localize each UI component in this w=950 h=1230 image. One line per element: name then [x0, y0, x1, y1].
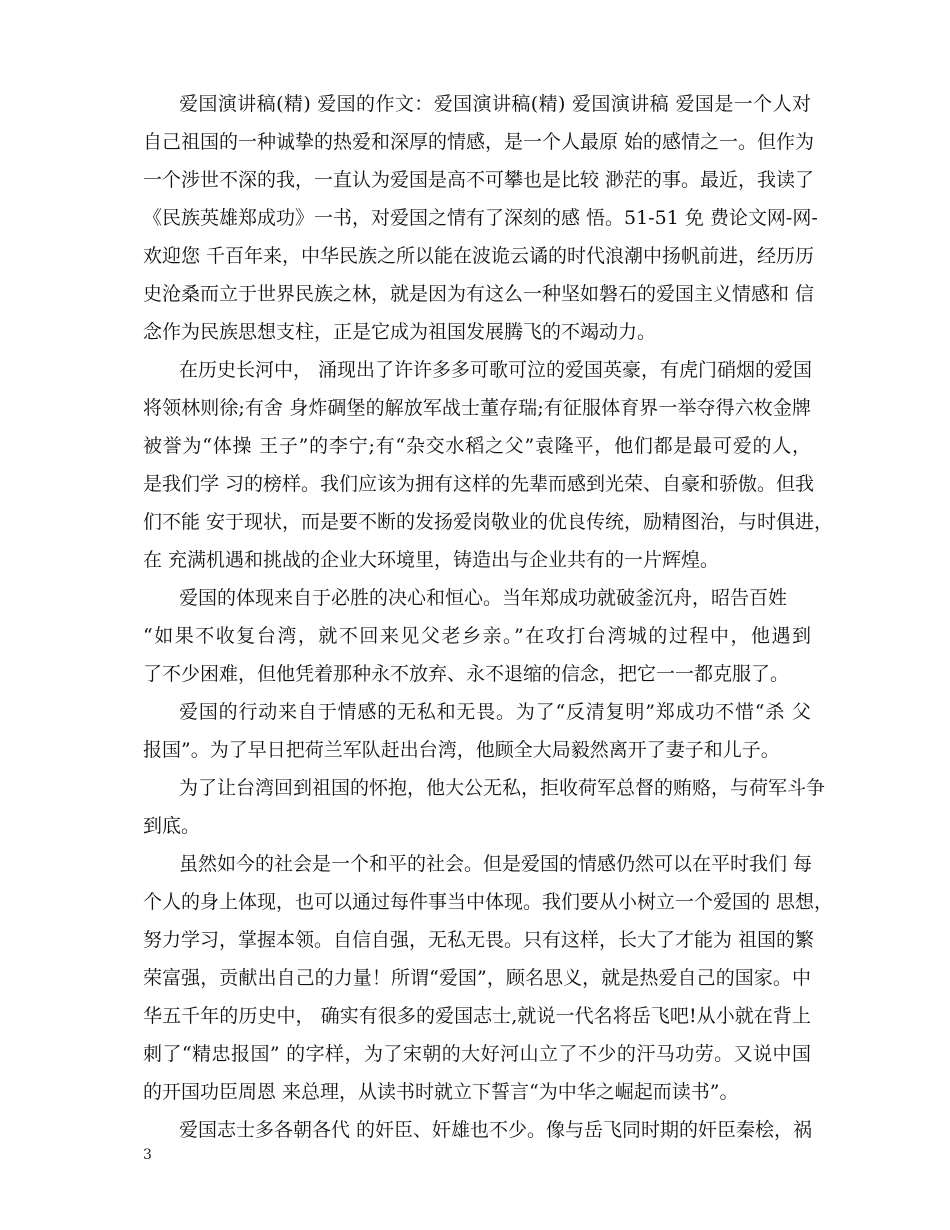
text-line: 报国”。为了早日把荷兰军队赶出台湾，他顾全大局毅然离开了妻子和儿子。 — [143, 739, 780, 761]
text-line: 华五千年的历史中， 确实有很多的爱国志士,就说一代名将岳飞吧!从小就在背上 — [143, 1005, 811, 1027]
text-line: 《民族英雄郑成功》一书，对爱国之情有了深刻的感 悟。51-51 免 费论文网-网- — [143, 207, 818, 229]
body-text — [143, 85, 834, 1149]
text-line: 爱国的体现来自于必胜的决心和恒心。当年郑成功就破釜沉舟，昭告百姓 — [179, 587, 788, 609]
text-line: 将领林则徐;有舍 身炸碉堡的解放军战士董存瑞;有征服体育界一举夺得六枚金牌 — [143, 397, 811, 419]
text-line: 史沧桑而立于世界民族之林，就是因为有这么一种坚如磐石的爱国主义情感和 信 — [143, 283, 815, 305]
text-line: 个人的身上体现，也可以通过每件事当中体现。我们要从小树立一个爱国的 思想， — [143, 891, 834, 913]
text-line: 虽然如今的社会是一个和平的社会。但是爱国的情感仍然可以在平时我们 每 — [179, 853, 813, 875]
text-line: 在历史长河中， 涌现出了许许多多可歌可泣的爱国英豪，有虎门硝烟的爱国 — [179, 359, 813, 381]
text-line: 了不少困难，但他凭着那种永不放弃、永不退缩的信念，把它一一都克服了。 — [143, 663, 790, 685]
text-line: 念作为民族思想支柱，正是它成为祖国发展腾飞的不竭动力。 — [143, 321, 657, 343]
text-line: 自己祖国的一种诚挚的热爱和深厚的情感，是一个人最原 始的感情之一。但作为 — [143, 131, 815, 153]
text-line: 在 充满机遇和挑战的企业大环境里，铸造出与企业共有的一片辉煌。 — [143, 549, 720, 571]
text-line: 努力学习，掌握本领。自信自强，无私无畏。只有这样，长大了才能为 祖国的繁 — [143, 929, 815, 951]
page-number: 3 — [143, 1147, 152, 1163]
text-line: 被誉为“体操 王子”的李宁;有“杂交水稻之父”袁隆平，他们都是最可爱的人， — [143, 435, 811, 457]
text-line: “如果不收复台湾，就不回来见父老乡亲。”在攻打台湾城的过程中，他遇到 — [143, 625, 811, 647]
text-line: 荣富强，贡献出自己的力量！所谓“爱国”，顾名思义，就是热爱自己的国家。中 — [143, 967, 811, 989]
text-line: 为了让台湾回到祖国的怀抱，他大公无私，拒收荷军总督的贿赂，与荷军斗争 — [179, 777, 826, 799]
text-line: 爱国的行动来自于情感的无私和无畏。为了“反清复明”郑成功不惜“杀 父 — [179, 701, 811, 723]
text-line: 们不能 安于现状，而是要不断的发扬爱岗敬业的优良传统，励精图治，与时俱进， — [143, 511, 834, 533]
text-line: 到底。 — [143, 815, 201, 837]
text-line: 的开国功臣周恩 来总理，从读书时就立下誓言“为中华之崛起而读书”。 — [143, 1081, 739, 1103]
text-line: 刺了“精忠报国” 的字样，为了宋朝的大好河山立了不少的汗马功劳。又说中国 — [143, 1043, 811, 1065]
text-line: 爱国演讲稿(精) 爱国的作文：爱国演讲稿(精) 爱国演讲稿 爱国是一个人对 — [179, 93, 811, 115]
text-line: 一个涉世不深的我，一直认为爱国是高不可攀也是比较 渺茫的事。最近，我读了 — [143, 169, 815, 191]
text-line: 欢迎您 千百年来，中华民族之所以能在波诡云谲的时代浪潮中扬帆前进，经历历 — [143, 245, 815, 267]
text-line: 爱国志士多各朝各代 的奸臣、奸雄也不少。像与岳飞同时期的奸臣秦桧，祸 — [179, 1119, 813, 1141]
text-line: 是我们学 习的榜样。我们应该为拥有这样的先辈而感到光荣、自豪和骄傲。但我 — [143, 473, 815, 495]
